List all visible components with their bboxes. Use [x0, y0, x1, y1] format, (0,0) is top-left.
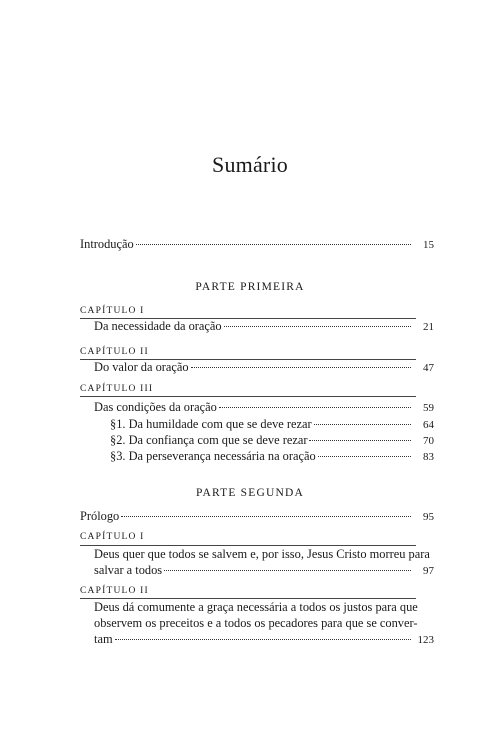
toc-page-number: 97	[423, 565, 434, 577]
toc-entry-line: salvar a todos	[94, 563, 163, 577]
toc-page-number: 83	[423, 451, 434, 463]
dot-leader	[318, 455, 411, 457]
toc-entry-part2-chapter-2[interactable]	[94, 599, 434, 648]
toc-entry-line: observem os preceitos e a todos os pecadores para que se conver-	[94, 616, 418, 630]
toc-entry-label: §2. Da confiança com que se deve rezar	[110, 433, 308, 447]
toc-entry-label: Do valor da oração	[94, 360, 189, 374]
chapter-label: CAPÍTULO II	[80, 347, 149, 357]
toc-entry-chapter-1[interactable]	[94, 318, 434, 335]
toc-page-number: 47	[423, 362, 434, 374]
toc-page-number: 21	[423, 321, 434, 333]
part-heading-segunda: PARTE SEGUNDA	[195, 487, 305, 499]
chapter-label: CAPÍTULO III	[80, 384, 154, 394]
dot-leader	[164, 569, 411, 571]
toc-page-number: 59	[423, 402, 434, 414]
toc-entry-section-2[interactable]	[110, 432, 434, 449]
dot-leader	[115, 638, 411, 640]
page-title: Sumário	[212, 152, 288, 177]
toc-entry-introducao[interactable]	[80, 236, 434, 253]
toc-entry-label: Introdução	[80, 237, 134, 251]
dot-leader	[219, 406, 411, 408]
toc-entry-line: Deus quer que todos se salvem e, por isso, Jesus Cristo morreu para	[94, 547, 430, 561]
chapter-rule	[80, 396, 416, 397]
dot-leader	[224, 325, 411, 327]
chapter-label: CAPÍTULO I	[80, 532, 145, 542]
chapter-label: CAPÍTULO I	[80, 306, 145, 316]
toc-entry-label: Da necessidade da oração	[94, 319, 222, 333]
chapter-label: CAPÍTULO II	[80, 586, 149, 596]
toc-page-number: 123	[417, 634, 434, 646]
part-heading-primeira: PARTE PRIMEIRA	[195, 281, 305, 293]
toc-entry-label: §3. Da perseverança necessária na oração	[110, 449, 316, 463]
toc-entry-label: Prólogo	[80, 509, 120, 523]
dot-leader	[309, 439, 411, 441]
dot-leader	[136, 243, 411, 245]
toc-entry-label: §1. Da humildade com que se deve rezar	[110, 417, 312, 431]
dot-leader	[191, 366, 411, 368]
toc-entry-section-1[interactable]	[110, 416, 434, 433]
toc-entry-chapter-3[interactable]	[94, 399, 434, 416]
toc-page-number: 64	[423, 419, 434, 431]
toc-entry-section-3[interactable]	[110, 448, 434, 465]
toc-entry-chapter-2[interactable]	[94, 359, 434, 376]
dot-leader	[121, 515, 411, 517]
toc-entry-prologo[interactable]	[80, 508, 434, 525]
toc-page-number: 95	[423, 511, 434, 523]
toc-page-number: 15	[423, 239, 434, 251]
dot-leader	[314, 423, 411, 425]
toc-entry-line: tam	[94, 632, 113, 646]
toc-page-number: 70	[423, 435, 434, 447]
toc-entry-label: Das condições da oração	[94, 400, 217, 414]
toc-entry-line: Deus dá comumente a graça necessária a todos os justos para que	[94, 600, 418, 614]
toc-entry-part2-chapter-1[interactable]	[94, 546, 434, 579]
